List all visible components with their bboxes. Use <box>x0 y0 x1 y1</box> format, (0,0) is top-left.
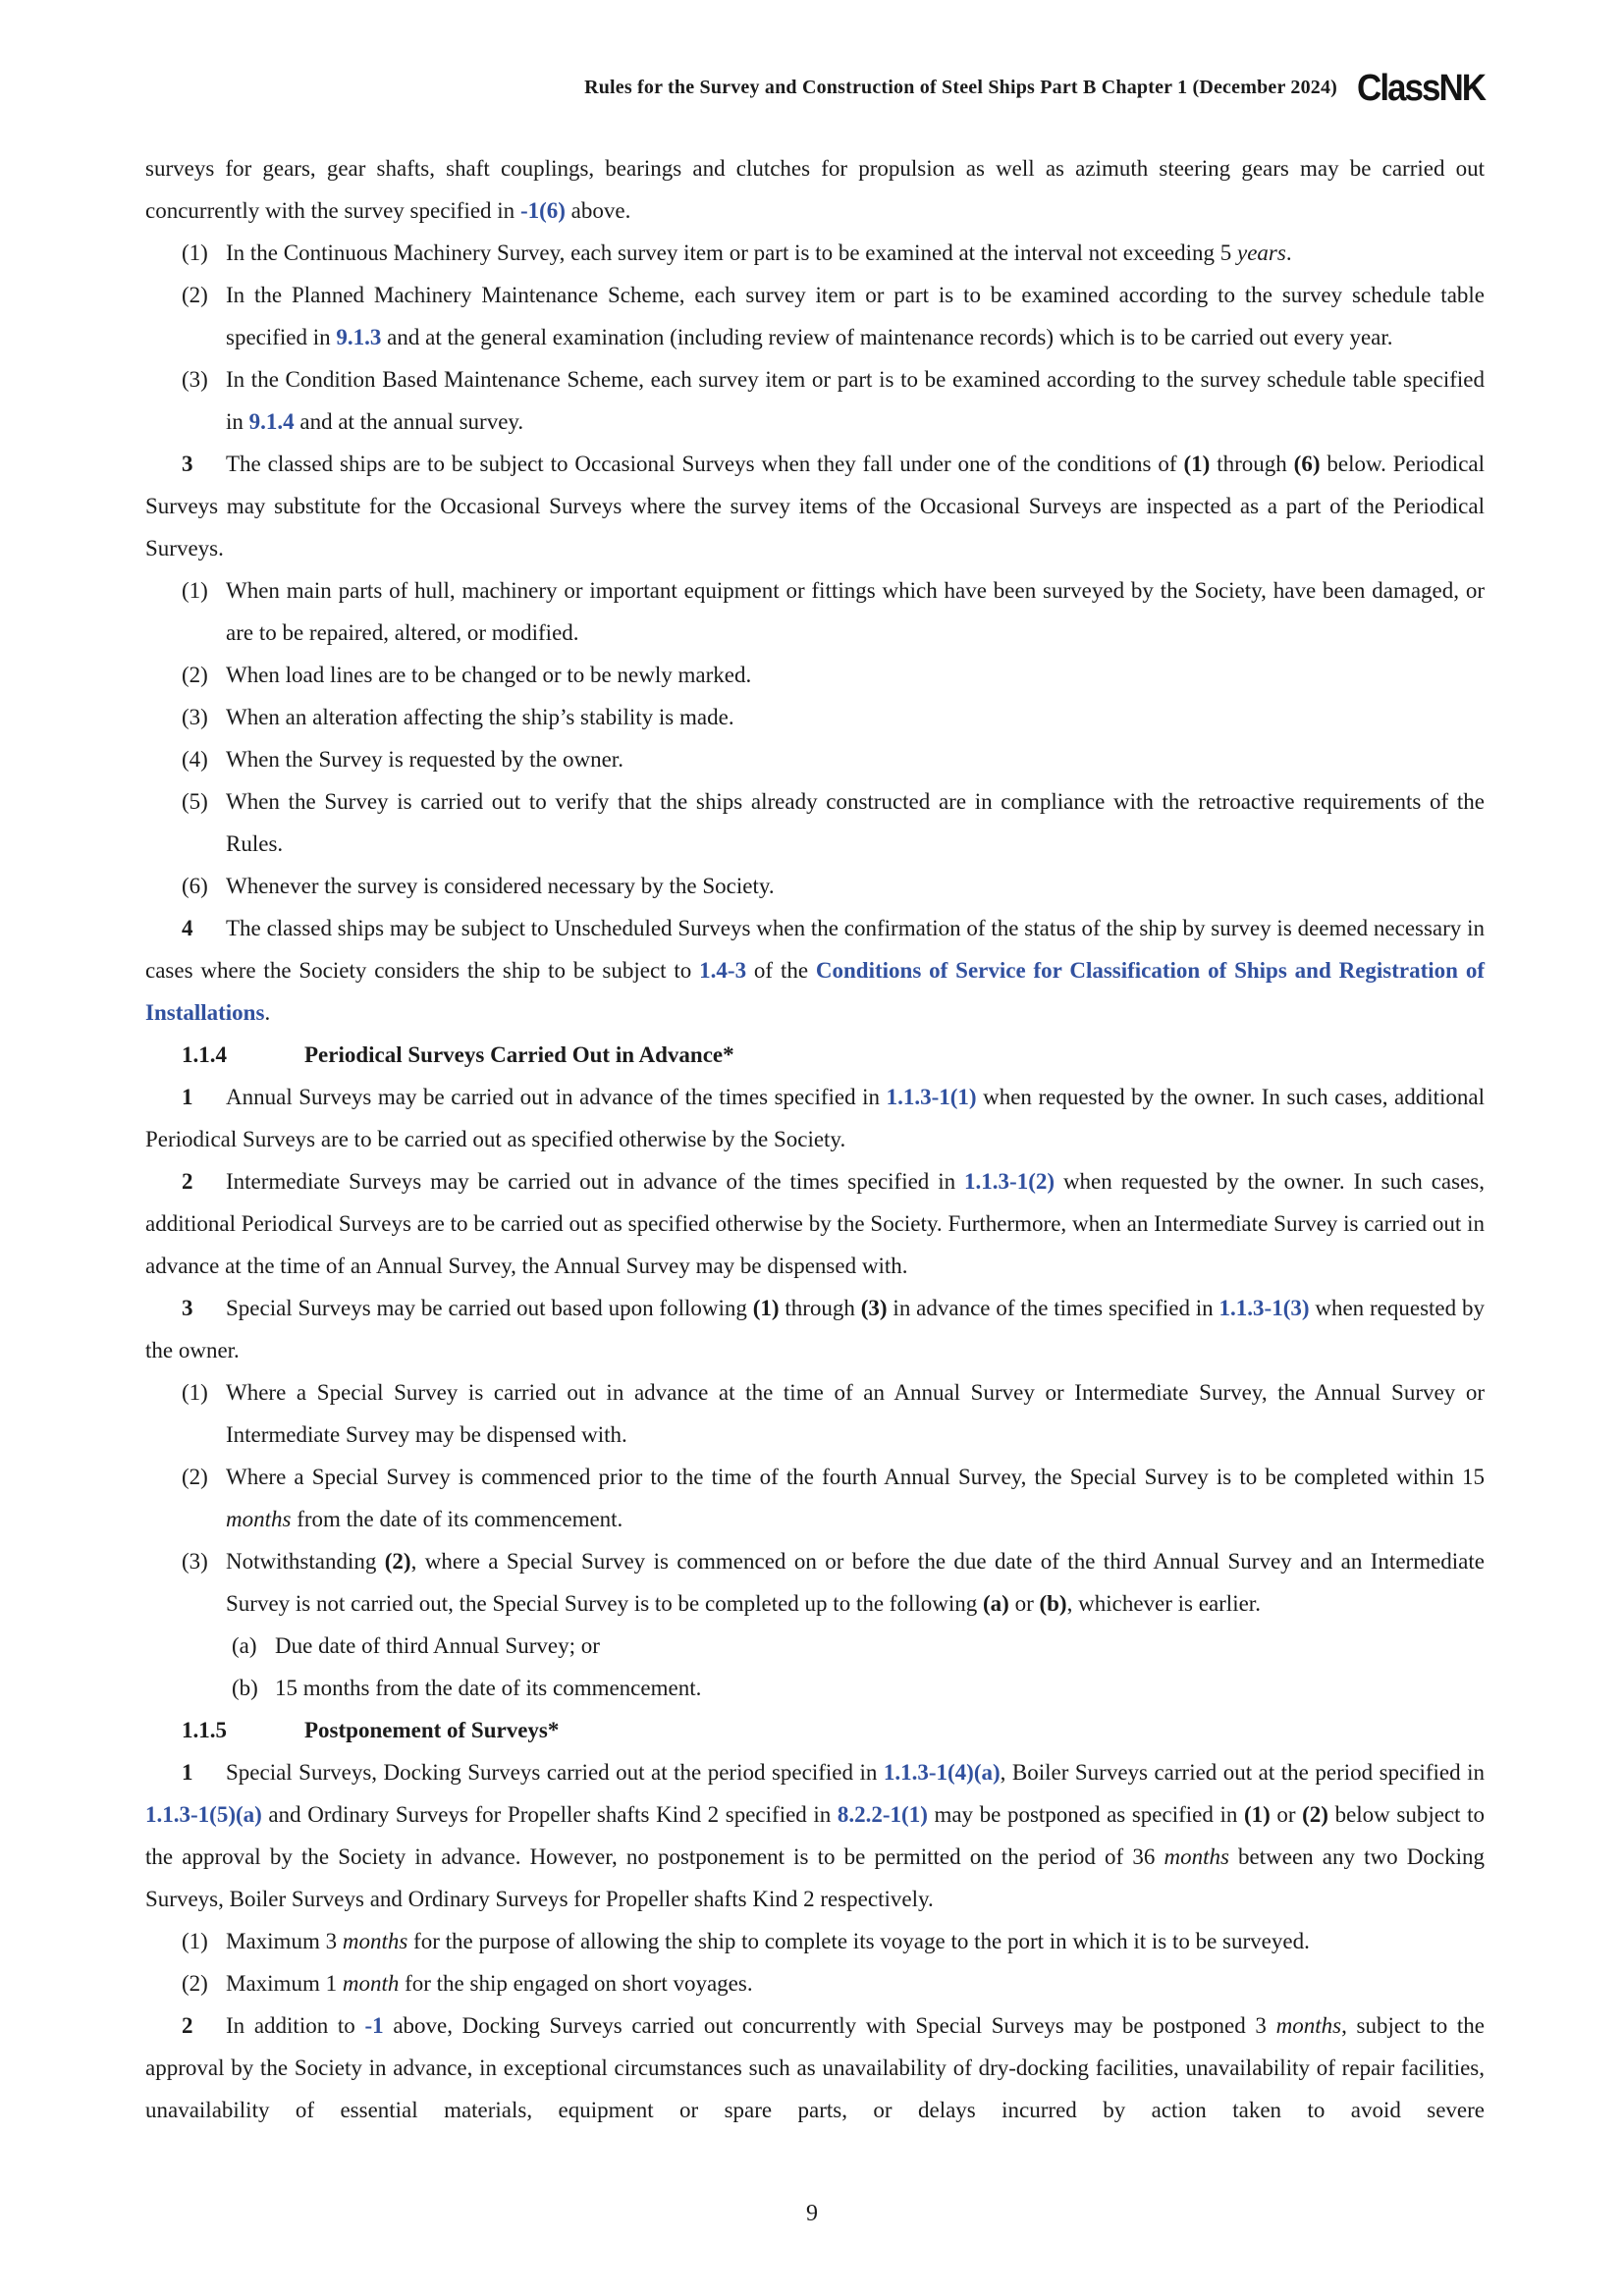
text-run: months <box>226 1507 292 1531</box>
list-item <box>145 696 1485 738</box>
list-marker: (b) <box>232 1676 258 1700</box>
text-run: Annual Surveys may be carried out in advance of the times specified in <box>226 1085 887 1109</box>
text-run: for the purpose of allowing the ship to complete its voyage to the port in which it is to be surveyed. <box>407 1929 1310 1953</box>
page-footer <box>0 2201 1624 2227</box>
section-heading <box>145 1034 1485 1076</box>
text-run: Due date of third Annual Survey; or <box>275 1633 600 1658</box>
list-item <box>145 1667 1485 1709</box>
text-run: In the Continuous Machinery Survey, each survey item or part is to be examined at the interval not exceeding 5 <box>226 240 1238 265</box>
text-run: through <box>779 1296 861 1320</box>
numbered-paragraph <box>145 1751 1485 1920</box>
cross-reference-link[interactable]: 1.1.3-1(1) <box>886 1085 977 1109</box>
list-marker: (2) <box>182 663 208 687</box>
text-run: Where a Special Survey is commenced prior to the time of the fourth Annual Survey, the Special Survey is to be completed within 15 <box>226 1465 1485 1489</box>
text-run: (3) <box>860 1296 888 1320</box>
text-run: (a) <box>982 1591 1009 1616</box>
text-run: above, Docking Surveys carried out concurrently with Special Surveys may be postponed 3 <box>383 2013 1276 2038</box>
list-item <box>145 232 1485 274</box>
paragraph-number: 2 <box>182 2013 193 2038</box>
text-run: between any two Docking Surveys, Boiler Surveys and Ordinary Surveys for Propeller shafts Kind 2 respectively. <box>145 1844 1485 1911</box>
numbered-paragraph <box>145 1287 1485 1371</box>
list-item <box>145 1456 1485 1540</box>
list-marker: (2) <box>182 283 208 307</box>
cross-reference-link[interactable]: -1(6) <box>519 198 566 223</box>
list-marker: (2) <box>182 1465 208 1489</box>
list-item <box>145 738 1485 780</box>
list-item <box>145 1540 1485 1625</box>
cross-reference-link[interactable]: 9.1.4 <box>248 409 295 434</box>
text-run: When main parts of hull, machinery or important equipment or fittings which have been surveyed by the Society, have been damaged, or are to be repaired, altered, or modified. <box>226 578 1485 645</box>
text-run: Maximum 1 <box>226 1971 343 1996</box>
text-run: (2) <box>384 1549 411 1574</box>
list-marker: (5) <box>182 789 208 814</box>
text-run: Maximum 3 <box>226 1929 343 1953</box>
paragraph-number: 1 <box>182 1085 193 1109</box>
text-run: above. <box>565 198 631 223</box>
list-marker: (3) <box>182 705 208 729</box>
text-run: may be postponed as specified in <box>927 1802 1244 1827</box>
page-number: 9 <box>806 2201 818 2226</box>
text-run: When the Survey is carried out to verify that the ships already constructed are in compliance with the retroactive requirements of the Rules. <box>226 789 1485 856</box>
numbered-paragraph <box>145 907 1485 1034</box>
list-marker: (1) <box>182 1929 208 1953</box>
list-marker: (1) <box>182 240 208 265</box>
paragraph-number: 4 <box>182 916 193 940</box>
list-marker: (3) <box>182 1549 208 1574</box>
text-run: and at the general examination (including review of maintenance records) which is to be carried out every year. <box>381 325 1393 349</box>
list-item <box>145 274 1485 358</box>
text-run: When the Survey is requested by the owner. <box>226 747 623 772</box>
list-item <box>145 865 1485 907</box>
text-run: Whenever the survey is considered necessary by the Society. <box>226 874 775 898</box>
section-title: Periodical Surveys Carried Out in Advance* <box>304 1042 734 1067</box>
text-run: months <box>1164 1844 1229 1869</box>
text-run: when requested by the owner. <box>145 1296 1485 1362</box>
list-marker: (1) <box>182 1380 208 1405</box>
section-title: Postponement of Surveys* <box>304 1718 560 1742</box>
paragraph <box>145 147 1485 232</box>
page-header <box>145 67 1485 109</box>
list-marker: (6) <box>182 874 208 898</box>
text-run: When an alteration affecting the ship’s stability is made. <box>226 705 734 729</box>
cross-reference-link[interactable]: 1.1.3-1(4)(a) <box>883 1760 1001 1785</box>
cross-reference-link[interactable]: 1.1.3-1(5)(a) <box>145 1802 262 1827</box>
numbered-paragraph <box>145 1160 1485 1287</box>
text-run: Special Surveys, Docking Surveys carried out at the period specified in <box>226 1760 884 1785</box>
text-run: (1) <box>1183 452 1211 476</box>
text-run: In the Condition Based Maintenance Scheme, each survey item or part is to be examined according to the survey schedule table specified in <box>226 367 1485 434</box>
text-run: in advance of the times specified in <box>887 1296 1219 1320</box>
text-run: through <box>1210 452 1294 476</box>
text-run: The classed ships may be subject to Unscheduled Surveys when the confirmation of the status of the ship by survey is deemed necessary in cases where the Society considers the ship to be subject to <box>145 916 1485 983</box>
list-item <box>145 569 1485 654</box>
list-marker: (1) <box>182 578 208 603</box>
text-run: month <box>342 1971 400 1996</box>
list-marker: (4) <box>182 747 208 772</box>
text-run: Special Surveys may be carried out based upon following <box>226 1296 753 1320</box>
text-run: . <box>264 1000 271 1025</box>
text-run: , whichever is earlier. <box>1066 1591 1261 1616</box>
text-run: In the Planned Machinery Maintenance Scheme, each survey item or part is to be examined according to the survey schedule table specified in <box>226 283 1485 349</box>
list-item <box>145 1962 1485 2004</box>
text-run: months <box>1275 2013 1342 2038</box>
text-run: and at the annual survey. <box>294 409 524 434</box>
paragraph-number: 1 <box>182 1760 193 1785</box>
text-run: years <box>1237 240 1286 265</box>
text-run: Notwithstanding <box>226 1549 385 1574</box>
document-body <box>145 147 1485 2131</box>
classnk-logo: ClassNK <box>1357 67 1485 109</box>
paragraph-number: 2 <box>182 1169 193 1194</box>
section-number: 1.1.5 <box>182 1718 227 1742</box>
text-run: (1) <box>1243 1802 1271 1827</box>
cross-reference-link[interactable]: 8.2.2-1(1) <box>837 1802 928 1827</box>
text-run: (b) <box>1039 1591 1067 1616</box>
numbered-paragraph <box>145 443 1485 569</box>
text-run: (6) <box>1293 452 1321 476</box>
list-item <box>145 1371 1485 1456</box>
text-run: In addition to <box>226 2013 365 2038</box>
cross-reference-link[interactable]: 1.4-3 <box>699 958 747 983</box>
text-run: or <box>1270 1802 1303 1827</box>
paragraph-number: 3 <box>182 1296 193 1320</box>
text-run: of the <box>746 958 816 983</box>
cross-reference-link[interactable]: Conditions of Service for Classification of Ships and Registration of Installations <box>145 958 1485 1025</box>
section-heading <box>145 1709 1485 1751</box>
text-run: Where a Special Survey is carried out in advance at the time of an Annual Survey or Intermediate Survey, the Annual Survey or Intermediate Survey may be dispensed with. <box>226 1380 1485 1447</box>
list-item <box>145 780 1485 865</box>
text-run: The classed ships are to be subject to Occasional Surveys when they fall under one of the conditions of <box>226 452 1184 476</box>
list-marker: (2) <box>182 1971 208 1996</box>
text-run: or <box>1008 1591 1040 1616</box>
text-run: , Boiler Surveys carried out at the period specified in <box>1000 1760 1485 1785</box>
text-run: and Ordinary Surveys for Propeller shafts Kind 2 specified in <box>261 1802 838 1827</box>
text-run: below. Periodical Surveys may substitute for the Occasional Surveys where the survey items of the Occasional Surveys are inspected as a part of the Periodical Surveys. <box>145 452 1485 561</box>
cross-reference-link[interactable]: 1.1.3-1(2) <box>964 1169 1056 1194</box>
text-run: when requested by the owner. In such cases, additional Periodical Surveys are to be carried out as specified otherwise by the Society. Furthermore, when an Intermediate Survey is carried out in advance at the time of an Annual Survey, the Annual Survey may be dispensed with. <box>145 1169 1485 1278</box>
list-item <box>145 1920 1485 1962</box>
text-run: , where a Special Survey is commenced on or before the due date of the third Annual Survey and an Intermediate Survey is not carried out, the Special Survey is to be completed up to the following <box>226 1549 1485 1616</box>
cross-reference-link[interactable]: 9.1.3 <box>336 325 382 349</box>
text-run: below subject to the approval by the Society in advance. However, no postponement is to be permitted on the period of 36 <box>145 1802 1485 1869</box>
text-run: When load lines are to be changed or to be newly marked. <box>226 663 752 687</box>
numbered-paragraph <box>145 1076 1485 1160</box>
text-run: for the ship engaged on short voyages. <box>399 1971 753 1996</box>
text-run: (2) <box>1302 1802 1328 1827</box>
list-item <box>145 1625 1485 1667</box>
list-marker: (a) <box>232 1633 257 1658</box>
list-item <box>145 654 1485 696</box>
text-run: (1) <box>752 1296 780 1320</box>
numbered-paragraph <box>145 2004 1485 2131</box>
cross-reference-link[interactable]: -1 <box>364 2013 384 2038</box>
list-item <box>145 358 1485 443</box>
cross-reference-link[interactable]: 1.1.3-1(3) <box>1218 1296 1310 1320</box>
text-run: . <box>1285 240 1292 265</box>
text-run: Intermediate Surveys may be carried out in advance of the times specified in <box>226 1169 965 1194</box>
paragraph-number: 3 <box>182 452 193 476</box>
text-run: , subject to the approval by the Society in advance, in exceptional circumstances such as unavailability of dry-docking facilities, unavailability of repair facilities, unavailability of essential materials, equipment or spare parts, or delays incurred by action taken to avoid severe <box>145 2013 1485 2122</box>
text-run: surveys for gears, gear shafts, shaft couplings, bearings and clutches for propulsion as well as azimuth steering gears may be carried out concurrently with the survey specified in <box>145 156 1485 223</box>
text-run: months <box>342 1929 408 1953</box>
list-marker: (3) <box>182 367 208 392</box>
running-header-title: Rules for the Survey and Construction of Steel Ships Part B Chapter 1 (December 2024) <box>584 77 1338 98</box>
text-run: 15 months from the date of its commencement. <box>275 1676 702 1700</box>
text-run: from the date of its commencement. <box>291 1507 623 1531</box>
section-number: 1.1.4 <box>182 1042 227 1067</box>
text-run: when requested by the owner. In such cases, additional Periodical Surveys are to be carried out as specified otherwise by the Society. <box>145 1085 1485 1151</box>
